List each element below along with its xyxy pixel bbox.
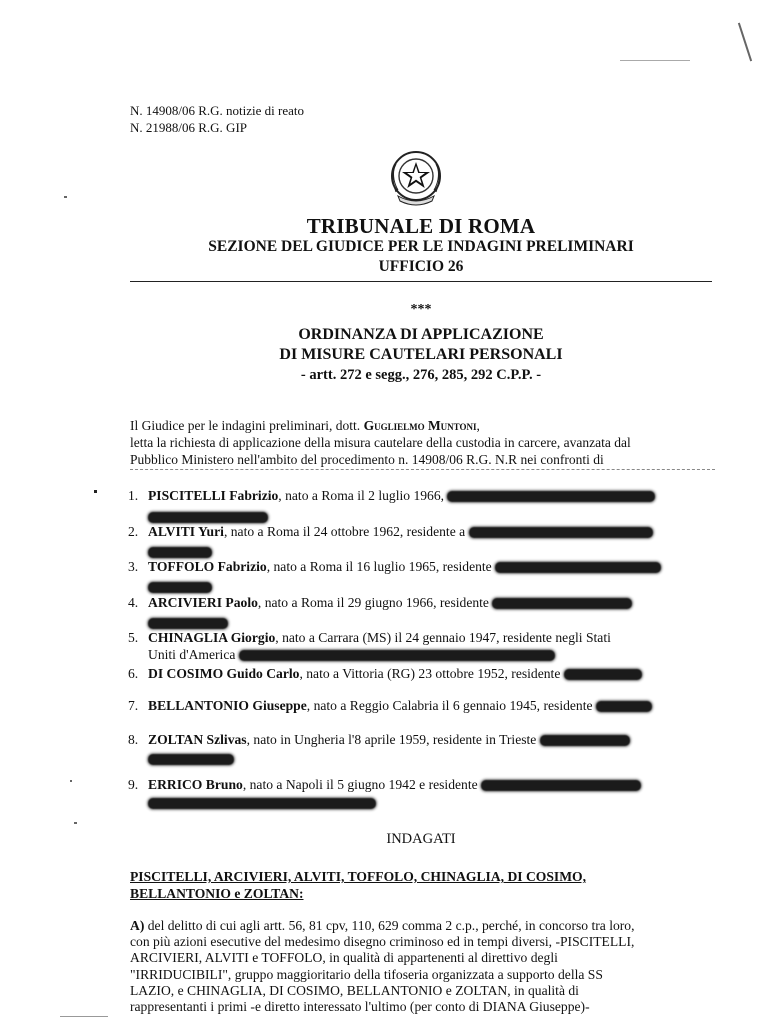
ordinance-title-line2: DI MISURE CAUTELARI PERSONALI: [279, 346, 563, 363]
redaction-mark: [239, 650, 555, 661]
defendant-details: , nato a Roma il 16 luglio 1965, residente: [266, 559, 492, 574]
defendant-details: , nato a Reggio Calabria il 6 gennaio 1945, residente: [306, 698, 593, 713]
scan-mark: [64, 196, 67, 198]
indagati-heading: INDAGATI: [386, 831, 456, 847]
intro-line2: letta la richiesta di applicazione della misura cautelare della custodia in carcere, avanzata dal: [130, 435, 631, 450]
item-number: 8.: [128, 732, 139, 747]
charged-names-line2: BELLANTONIO e ZOLTAN:: [130, 886, 304, 901]
charged-names-line1: PISCITELLI, ARCIVIERI, ALVITI, TOFFOLO, CHINAGLIA, DI COSIMO,: [130, 869, 587, 884]
intro-judge-prefix: Il Giudice per le indagini preliminari, dott.: [130, 418, 364, 433]
italian-republic-emblem-icon: [384, 146, 448, 210]
charge-a-paragraph: [130, 918, 712, 1015]
defendant-details: , nato a Vittoria (RG) 23 ottobre 1952, residente: [299, 666, 561, 681]
item-number: 5.: [128, 630, 139, 645]
defendant-details: , nato a Roma il 29 giugno 1966, residente: [257, 595, 489, 610]
redaction-mark: [481, 780, 641, 791]
defendant-name: ALVITI Yuri: [148, 524, 224, 539]
charge-a-line: LAZIO, e CHINAGLIA, DI COSIMO, BELLANTONIO e ZOLTAN, in qualità di: [130, 982, 579, 998]
court-office: UFFICIO 26: [378, 258, 464, 275]
item-number: 6.: [128, 666, 139, 681]
redaction-mark: [148, 512, 268, 523]
rg-gip-number: N. 21988/06 R.G. GIP: [130, 120, 248, 135]
defendant-name: ARCIVIERI Paolo: [148, 595, 258, 610]
defendant-name: ZOLTAN Szlivas: [148, 732, 247, 747]
charge-a-line: rappresentanti i primi -e diretto interessato l'ultimo (per conto di DIANA Giuseppe)-: [130, 999, 590, 1015]
redaction-mark: [148, 754, 234, 765]
item-number: 4.: [128, 595, 139, 610]
defendant-details-cont: Uniti d'America: [148, 647, 236, 662]
redaction-mark: [148, 582, 212, 593]
defendant-name: TOFFOLO Fabrizio: [148, 559, 267, 574]
intro-underline: [130, 469, 715, 470]
charge-a-line: [130, 918, 712, 934]
scan-mark: [60, 1016, 108, 1017]
separator: ***: [410, 302, 432, 317]
court-section: SEZIONE DEL GIUDICE PER LE INDAGINI PRELIMINARI: [208, 238, 634, 255]
ordinance-title-line1: ORDINANZA DI APPLICAZIONE: [298, 326, 544, 343]
redaction-mark: [148, 547, 212, 558]
item-number: 7.: [128, 698, 139, 713]
redaction-mark: [148, 798, 376, 809]
intro-judge-line: [130, 418, 720, 435]
defendant-details: , nato a Napoli il 5 giugno 1942 e residente: [242, 777, 478, 792]
ordinance-articles: - artt. 272 e segg., 276, 285, 292 C.P.P. -: [300, 367, 542, 383]
scan-mark: [620, 60, 690, 61]
intro-line3: Pubblico Ministero nell'ambito del procedimento n. 14908/06 R.G. N.R nei confronti di: [130, 452, 604, 467]
item-number: 3.: [128, 559, 139, 574]
redaction-mark: [495, 562, 661, 573]
defendant-name: DI COSIMO Guido Carlo: [148, 666, 300, 681]
charge-a-text: del delitto di cui agli artt. 56, 81 cpv, 110, 629 comma 2 c.p., perché, in concorso tra loro,: [144, 918, 635, 933]
header-rule: [130, 281, 712, 282]
court-title: TRIBUNALE DI ROMA: [306, 214, 536, 238]
defendant-details: , nato a Roma il 2 luglio 1966,: [278, 488, 445, 503]
charge-a-line: con più azioni esecutive del medesimo disegno criminoso ed in tempi diversi, -PISCITELLI,: [130, 934, 635, 950]
charge-a-line: ARCIVIERI, ALVITI e TOFFOLO, in qualità di appartenenti al direttivo degli: [130, 950, 558, 966]
intro-judge-suffix: ,: [476, 418, 480, 433]
redaction-mark: [492, 598, 632, 609]
charge-a-line: "IRRIDUCIBILI", gruppo maggioritario della tifoseria organizzata a supporto della SS: [130, 966, 603, 982]
redaction-mark: [564, 669, 642, 680]
redaction-mark: [447, 491, 655, 502]
charge-label: A): [130, 918, 145, 933]
redaction-mark: [148, 618, 228, 629]
redaction-mark: [540, 735, 630, 746]
scan-mark: [74, 822, 77, 824]
item-number: 9.: [128, 777, 139, 792]
item-number: 2.: [128, 524, 139, 539]
defendant-details: , nato a Roma il 24 ottobre 1962, residente a: [223, 524, 466, 539]
scan-mark: [94, 490, 97, 493]
defendant-details: , nato a Carrara (MS) il 24 gennaio 1947, residente negli Stati: [275, 630, 611, 645]
scan-mark: [70, 780, 72, 782]
item-number: 1.: [128, 488, 139, 503]
redaction-mark: [469, 527, 653, 538]
defendant-name: ERRICO Bruno: [148, 777, 243, 792]
defendant-name: PISCITELLI Fabrizio: [148, 488, 279, 503]
defendant-name: CHINAGLIA Giorgio: [148, 630, 276, 645]
redaction-mark: [596, 701, 652, 712]
rg-notizie-number: N. 14908/06 R.G. notizie di reato: [130, 103, 305, 118]
judge-name: Guglielmo Muntoni: [363, 418, 477, 433]
scan-mark: [738, 23, 752, 62]
defendant-name: BELLANTONIO Giuseppe: [148, 698, 307, 713]
defendant-details: , nato in Ungheria l'8 aprile 1959, residente in Trieste: [246, 732, 537, 747]
